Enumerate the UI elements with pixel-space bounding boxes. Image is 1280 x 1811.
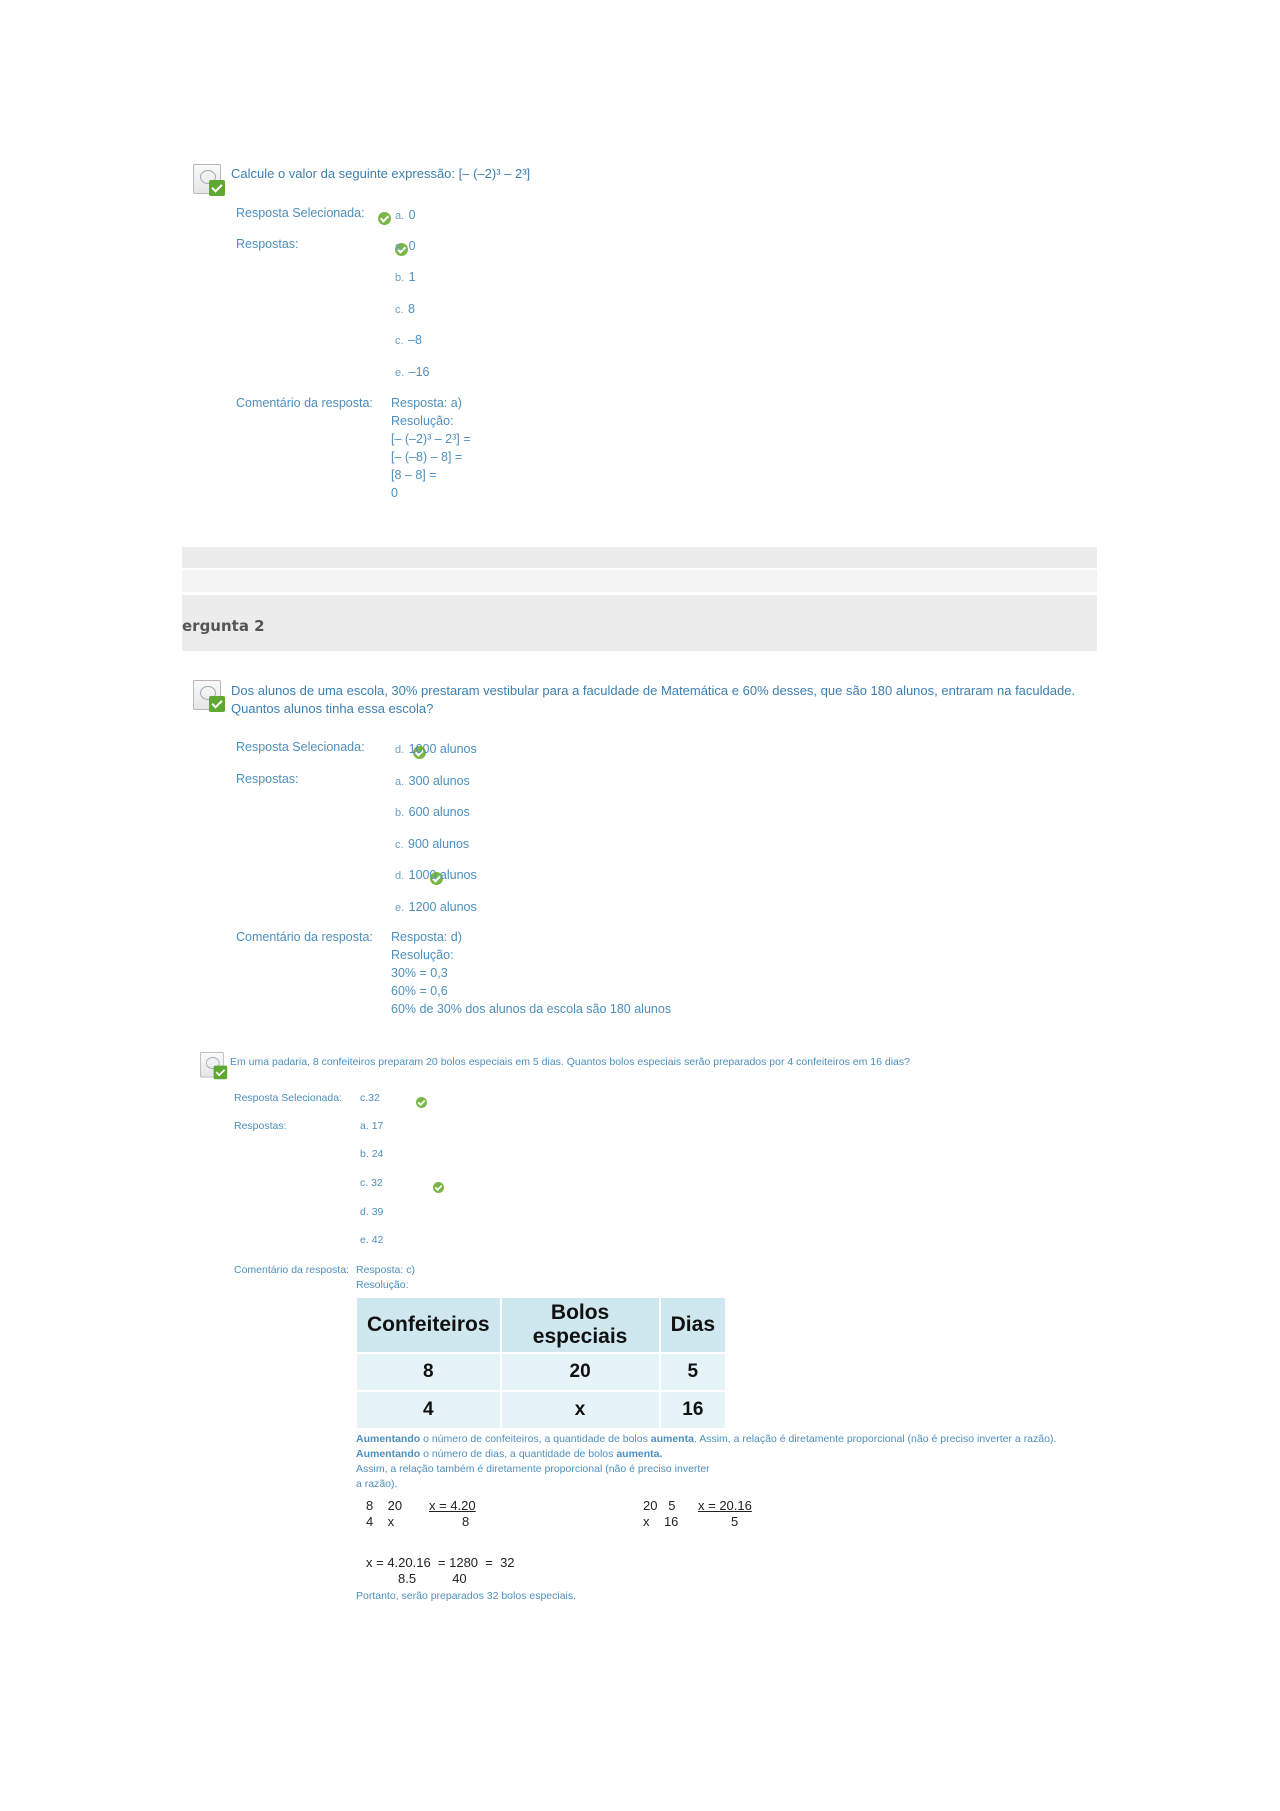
table-cell: 5 bbox=[660, 1353, 726, 1391]
separator-band bbox=[182, 547, 1097, 568]
answer-option: c. 900 alunos bbox=[395, 837, 470, 851]
math-result: x = 4.20.16 = 1280 = 32 bbox=[366, 1555, 515, 1570]
explanation-line: a razão). bbox=[356, 1478, 398, 1490]
answer-option: a. 0 bbox=[395, 239, 416, 253]
question-correct-icon bbox=[193, 680, 227, 714]
comment-line: Resolução: bbox=[391, 414, 454, 428]
answer-comment-label: Comentário da resposta: bbox=[236, 930, 373, 944]
comment-line: Resposta: d) bbox=[391, 930, 462, 944]
comment-line: [8 – 8] = bbox=[391, 468, 437, 482]
explanation-line: Aumentando o número de confeiteiros, a quantidade de bolos aumenta. Assim, a relação é diretamente proporcional (não é preciso inverter a razão). bbox=[356, 1433, 1057, 1445]
answer-comment-label: Comentário da resposta: bbox=[234, 1264, 349, 1276]
answer-option: b. 600 alunos bbox=[395, 805, 470, 819]
comment-line: 30% = 0,3 bbox=[391, 966, 448, 980]
table-row bbox=[356, 1391, 726, 1429]
table-header: Confeiteiros bbox=[356, 1297, 501, 1353]
answer-option: b. 1 bbox=[395, 270, 416, 284]
answer-comment-label: Comentário da resposta: bbox=[236, 396, 373, 410]
table-cell: 20 bbox=[501, 1353, 660, 1391]
explanation-line: Assim, a relação também é diretamente proporcional (não é preciso inverter bbox=[356, 1463, 710, 1475]
answer-option: c. 8 bbox=[395, 302, 415, 316]
table-row bbox=[356, 1353, 726, 1391]
answers-label: Respostas: bbox=[236, 237, 299, 251]
comment-line: Resolução: bbox=[391, 948, 454, 962]
comment-line: Resposta: a) bbox=[391, 396, 462, 410]
table-header: Bolos especiais bbox=[501, 1297, 660, 1353]
math-equation: x = 20.16 bbox=[698, 1498, 752, 1513]
math-ratio: 20 5 bbox=[643, 1498, 676, 1513]
table-header: Dias bbox=[660, 1297, 726, 1353]
comment-line: 60% de 30% dos alunos da escola são 180 alunos bbox=[391, 1002, 672, 1016]
correct-check-icon bbox=[378, 212, 391, 225]
proportion-table bbox=[355, 1296, 727, 1430]
answer-option: d. 39 bbox=[360, 1206, 384, 1218]
answer-option: c. 32 bbox=[360, 1177, 383, 1189]
table-cell: 4 bbox=[356, 1391, 501, 1429]
question-correct-icon bbox=[200, 1052, 229, 1081]
selected-answer: c.32 bbox=[360, 1092, 380, 1104]
comment-line: 60% = 0,6 bbox=[391, 984, 448, 998]
table-cell: 16 bbox=[660, 1391, 726, 1429]
question-2-text-line2: Quantos alunos tinha essa escola? bbox=[231, 701, 434, 716]
question-3-text: Em uma padaria, 8 confeiteiros preparam 20 bolos especiais em 5 dias. Quantos bolos especiais serão preparados por 4 confeiteiros em 16 dias? bbox=[230, 1056, 910, 1068]
comment-line: Resolução: bbox=[356, 1279, 409, 1291]
question-2-title: ergunta 2 bbox=[182, 617, 265, 635]
question-correct-icon bbox=[193, 164, 227, 198]
answer-option: d. 1000 alunos bbox=[395, 868, 477, 882]
answer-option: c. –8 bbox=[395, 333, 422, 347]
question-1-text: Calcule o valor da seguinte expressão: [– (–2)³ – 2³] bbox=[231, 166, 531, 181]
math-equation: 8 bbox=[462, 1514, 470, 1529]
answer-option: a. 300 alunos bbox=[395, 774, 470, 788]
comment-line: Resposta: c) bbox=[356, 1264, 415, 1276]
selected-answer-label: Resposta Selecionada: bbox=[234, 1092, 342, 1104]
table-cell: 8 bbox=[356, 1353, 501, 1391]
table-cell: x bbox=[501, 1391, 660, 1429]
comment-line: 0 bbox=[391, 486, 398, 500]
comment-line: [– (–2)³ – 2³] = bbox=[391, 432, 471, 446]
answer-option: e. –16 bbox=[395, 365, 430, 379]
selected-answer: a. 0 bbox=[395, 208, 416, 222]
answer-option: e. 42 bbox=[360, 1234, 384, 1246]
math-result: 8.5 40 bbox=[398, 1571, 467, 1586]
math-equation: x = 4.20 bbox=[429, 1498, 476, 1513]
correct-check-icon bbox=[433, 1182, 444, 1193]
question-2-text-line1: Dos alunos de uma escola, 30% prestaram vestibular para a faculdade de Matemática e 60% desses, que são 180 alunos, entraram na faculdade. bbox=[231, 683, 1076, 698]
answers-label: Respostas: bbox=[234, 1120, 287, 1132]
answer-option: b. 24 bbox=[360, 1148, 384, 1160]
answers-label: Respostas: bbox=[236, 772, 299, 786]
answer-option: a. 17 bbox=[360, 1120, 384, 1132]
comment-line: [– (–8) – 8] = bbox=[391, 450, 463, 464]
selected-answer: d. 1000 alunos bbox=[395, 742, 477, 756]
question-2-header bbox=[182, 595, 1097, 651]
correct-check-icon bbox=[416, 1097, 427, 1108]
selected-answer-label: Resposta Selecionada: bbox=[236, 740, 365, 754]
answer-option: e. 1200 alunos bbox=[395, 900, 477, 914]
math-ratio: 4 x bbox=[366, 1514, 395, 1529]
conclusion-text: Portanto, serão preparados 32 bolos especiais. bbox=[356, 1590, 577, 1602]
explanation-line: Aumentando o número de dias, a quantidade de bolos aumenta. bbox=[356, 1448, 663, 1460]
math-ratio: x 16 bbox=[643, 1514, 679, 1529]
separator-band bbox=[182, 570, 1097, 592]
math-equation: 5 bbox=[731, 1514, 739, 1529]
math-ratio: 8 20 bbox=[366, 1498, 403, 1513]
selected-answer-label: Resposta Selecionada: bbox=[236, 206, 365, 220]
